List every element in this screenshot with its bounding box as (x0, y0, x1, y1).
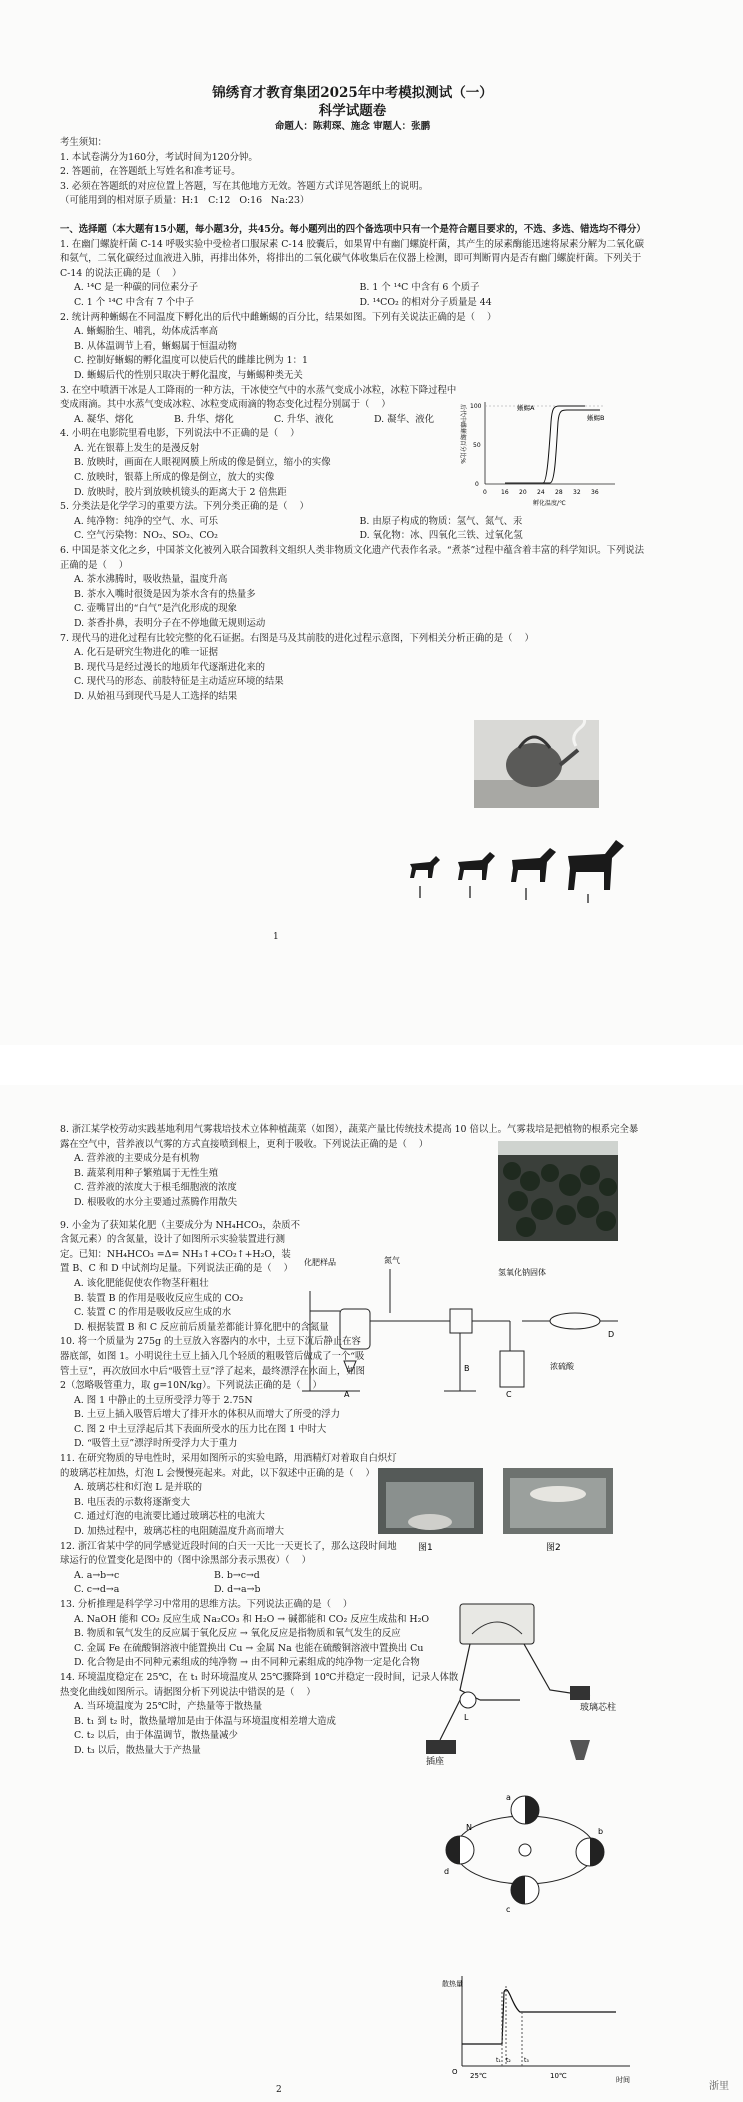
question-1-options (60, 281, 645, 296)
option-a: A. 茶水沸腾时，吸收热量，温度升高 (74, 574, 228, 586)
question-12-options-2 (60, 1583, 354, 1598)
question-7-options (60, 646, 390, 704)
position-b: b (598, 1827, 604, 1836)
option-c: C. 装置 C 的作用是吸收反应生成的水 (74, 1307, 232, 1319)
option-c: C. 营养液的浓度大于根毛细胞液的浓度 (74, 1182, 237, 1194)
label-fig1: 图1 (418, 1543, 433, 1553)
heat-dissipation-chart (440, 1972, 640, 2092)
option-b: B. 现代马是经过漫长的地质年代逐渐进化来的 (74, 661, 265, 673)
question-5-options-2 (60, 529, 645, 544)
question-14-options (60, 1700, 460, 1758)
question-12-options (60, 1569, 354, 1584)
series-lizard-b (505, 410, 600, 483)
question-3-stem: 3. 在空中喷洒干冰是人工降雨的一种方法，干冰使空气中的水蒸气变成小冰粒，冰粒下降过程中变成雨滴。其中水蒸气变成冰粒、冰粒变成雨滴的物态变化过程分别属于（ ） (60, 384, 457, 411)
option-b: B. 从体温调节上看，蜥蜴属于恒温动物 (74, 340, 237, 352)
option-b: B. 装置 B 的作用是吸收反应生成的 CO₂ (74, 1292, 244, 1304)
chart-ylabel: 后代中雌蜥蜴百分比% (459, 404, 466, 464)
question-6-options (60, 573, 470, 631)
option-a: A. 该化肥能促使农作物茎秆粗壮 (74, 1277, 209, 1289)
page-number: 2 (276, 2085, 282, 2095)
option-d: D. “吸管土豆”漂浮时所受浮力大于重力 (74, 1438, 238, 1450)
heat-curve (462, 1990, 616, 2044)
label-glass-core: 玻璃芯柱 (580, 1703, 617, 1713)
chart-xlabel: 时间 (616, 2076, 630, 2084)
page-number: 1 (273, 932, 279, 942)
section-heading: 一、选择题（本大题有15小题，每小题3分，共45分。每小题列出的四个备选项中只有一个是符合题目要求的，不选、多选、错选均不得分） (60, 223, 646, 235)
alcohol-lamp (570, 1740, 590, 1760)
question-10-options (60, 1394, 480, 1452)
option-c: C. 升华、液化 (274, 413, 334, 425)
notice-item: 3. 必须在答题纸的对应位置上答题，写在其他地方无效。答题方式详见答题纸上的说明。 (60, 180, 429, 192)
position-d: d (444, 1867, 450, 1876)
option-c: C. 图 2 中土豆浮起后其下表面所受水的压力比在图 1 中时大 (74, 1423, 327, 1435)
question-12-stem: 12. 浙江省某中学的同学感觉近段时间的白天一天比一天更长了，那么这段时间地球运行的位置变化是图中的（图中涂黑部分表示黑夜）（ ） (60, 1540, 397, 1567)
option-a: A. 当环境温度为 25℃时，产热量等于散热量 (74, 1701, 263, 1713)
question-6-stem: 6. 中国是茶文化之乡，中国茶文化被列入联合国教科文组织人类非物质文化遗产代表作名录。“煮茶”过程中蕴含着丰富的科学知识。下列说法正确的是（ ） (60, 545, 645, 571)
question-11-stem: 11. 在研究物质的导电性时，采用如图所示的实验电路，用酒精灯对着取自白炽灯的玻璃芯柱加热，灯泡 L 会慢慢亮起来。对此，以下叙述中正确的是（ ） (60, 1453, 397, 1479)
option-b: B. 茶水入嘴时很烫是因为茶水含有的热量多 (74, 588, 256, 600)
conductivity-circuit (420, 1600, 630, 1765)
option-b: B. 1 个 ¹⁴C 中含有 6 个质子 (359, 282, 480, 294)
option-a: A. 营养液的主要成分是有机物 (74, 1153, 200, 1165)
lizard-temperature-chart (455, 392, 625, 512)
notice-item: 2. 答题前，在答题纸上写姓名和准考证号。 (60, 166, 241, 178)
label-naoh: 氢氧化钠固体 (498, 1268, 546, 1277)
position-c: c (506, 1905, 511, 1914)
option-d: D. 加热过程中，玻璃芯柱的电阻随温度升高而增大 (74, 1526, 285, 1538)
option-c: C. 1 个 ¹⁴C 中含有 7 个中子 (74, 296, 194, 308)
label-sample: 化肥样品 (304, 1258, 336, 1267)
option-a: A. 蜥蜴胎生、哺乳，幼体成活率高 (74, 326, 218, 338)
label-lizard-a: 蜥蜴A (517, 404, 535, 412)
exam-page-1 (0, 0, 743, 1045)
horse-silhouettes (410, 840, 624, 890)
voltmeter (460, 1604, 534, 1644)
option-c: C. 壶嘴冒出的“白气”是汽化形成的现象 (74, 603, 238, 615)
option-b: B. 升华、熔化 (174, 413, 234, 425)
series-lizard-a (505, 406, 585, 483)
option-c: C. 通过灯泡的电流要比通过玻璃芯柱的电流大 (74, 1511, 265, 1523)
label-c: C (506, 1390, 512, 1399)
question-1-options-2 (60, 296, 645, 311)
beaker-fig2 (510, 1478, 606, 1528)
page-gap (0, 1045, 743, 1085)
option-a: A. ¹⁴C 是一种碳的同位素分子 (74, 282, 199, 294)
question-2-stem: 2. 统计两种蜥蜴在不同温度下孵化出的后代中雌蜥蜴的百分比，结果如图。下列有关说法正确的是（ ） (60, 311, 497, 323)
label-socket: 插座 (426, 1757, 445, 1765)
x-tick: 28 (555, 489, 563, 496)
label-t1: t₁ (496, 2057, 501, 2064)
option-b: B. 土豆上插入吸管后增大了排开水的体积从而增大了所受的浮力 (74, 1409, 340, 1421)
notice-heading: 考生须知： (60, 137, 107, 148)
option-a: A. 光在银幕上发生的是漫反射 (74, 442, 200, 454)
option-b: B. 由原子构成的物质：氢气、氮气、汞 (359, 515, 523, 527)
sun (519, 1844, 531, 1856)
exam-page-2 (0, 1085, 743, 2102)
y-tick: 100 (470, 403, 482, 410)
option-b: B. b→c→d (214, 1569, 260, 1581)
option-a: A. NaOH 能和 CO₂ 反应生成 Na₂CO₃ 和 H₂O → 碱都能和 CO₂ 反应生成盐和 H₂O (74, 1613, 430, 1625)
socket (426, 1740, 456, 1754)
greenhouse-roof (498, 1141, 618, 1155)
option-d: D. 根据装置 B 和 C 反应前后质量差都能计算化肥中的含氮量 (74, 1321, 329, 1333)
aeroponic-vegetables-photo (498, 1141, 618, 1241)
nitrogen-test-apparatus (300, 1251, 630, 1401)
option-c: C. 控制好蜥蜴的孵化温度可以使后代的雌雄比例为 1：1 (74, 355, 308, 367)
option-a: A. 凝华、熔化 (74, 413, 134, 425)
question-7-stem: 7. 现代马的进化过程有比较完整的化石证据。右图是马及其前肢的进化过程示意图，下列相关分析正确的是（ ） (60, 632, 534, 644)
option-d: D. t₃ 以后，散热量大于产热量 (74, 1744, 201, 1756)
question-5-stem: 5. 分类法是化学学习的重要方法。下列分类正确的是（ ） (60, 501, 309, 513)
glass-core (570, 1686, 590, 1700)
option-c: C. 金属 Fe 在硫酸铜溶液中能置换出 Cu → 金属 Na 也能在硫酸铜溶液中置换出 Cu (74, 1642, 424, 1654)
label-a: A (344, 1390, 350, 1399)
label-t2: t₂ (506, 2057, 511, 2064)
watermark-text: 浙里 (709, 2081, 729, 2092)
label-25c: 25℃ (470, 2072, 487, 2080)
exam-authors: 命题人：陈莉琛、施念 审题人：张鹏 (274, 121, 431, 132)
notice-item: （可能用到的相对原子质量：H:1 C:12 O:16 Na:23） (60, 195, 310, 207)
label-t3: t₃ (524, 2057, 529, 2064)
x-tick: 32 (573, 489, 581, 496)
option-c: C. 空气污染物：NO₂、SO₂、CO₂ (74, 530, 218, 542)
option-b: B. 放映时，画面在人眼视网膜上所成的像是倒立，缩小的实像 (74, 457, 331, 469)
option-d: D. 从始祖马到现代马是人工选择的结果 (74, 690, 238, 702)
option-d: D. 氧化物：冰、四氧化三铁、过氧化氢 (359, 530, 523, 542)
question-1-stem: 1. 在幽门螺旋杆菌 C-14 呼吸实验中受检者口服尿素 C-14 胶囊后，如果胃中有幽门螺旋杆菌，其产生的尿素酶能迅速将尿素分解为二氧化碳和氨气，二氧化碳经过血液进入肺，再排出体外，将排出的二氧化碳气体收集后在仪器上检测，即可判断胃内是否有幽门螺旋杆菌。下列关于 C-14 的说法正确的是（ ） (60, 238, 645, 279)
question-5-options (60, 515, 645, 530)
option-d: D. 根吸收的水分主要通过蒸腾作用散失 (74, 1196, 238, 1208)
question-8-stem: 8. 浙江某学校劳动实践基地利用气雾栽培技术立体种植蔬菜（如图），蔬菜产量比传统技术提高 10 倍以上。气雾栽培是把植物的根系完全暴露在空气中，营养液以气雾的方式直接喷到根上，更利于吸收。下列说法正确的是（ ） (60, 1124, 639, 1150)
option-d: D. 凝华、液化 (374, 413, 435, 425)
option-b: B. 电压表的示数将逐渐变大 (74, 1496, 190, 1508)
option-d: D. 蜥蜴后代的性别只取决于孵化温度，与蜥蜴种类无关 (74, 369, 303, 381)
label-n: N (466, 1823, 472, 1832)
circuit-wires (440, 1644, 590, 1740)
lamp (460, 1692, 476, 1708)
option-b: B. 蔬菜利用种子繁殖属于无性生殖 (74, 1167, 219, 1179)
x-tick: 24 (537, 489, 545, 496)
horse-evolution-diagram (400, 834, 630, 904)
option-d: D. 放映时，胶片到放映机镜头的距离大于 2 倍焦距 (74, 486, 287, 498)
x-tick: 16 (501, 489, 509, 496)
question-10-stem: 10. 将一个质量为 275g 的土豆放入容器内的水中，土豆下沉后静止在容器底部，如图 1。小明说往土豆上插入几个轻质的粗吸管后做成了一个“吸管土豆”，再次放回水中后“吸管土豆”浮了起来，最终漂浮在水面上，如图 2（忽略吸管重力，取 g=10N/kg）。下列说法正确的是（ ） (60, 1336, 368, 1392)
chart-origin: O (452, 2068, 458, 2076)
label-fig2: 图2 (546, 1543, 561, 1553)
option-a: A. 玻璃芯柱和灯泡 L 是并联的 (74, 1482, 203, 1494)
question-8-options (60, 1152, 390, 1210)
question-9-stem: 9. 小金为了获知某化肥（主要成分为 NH₄HCO₃，杂质不含氮元素）的含氮量，设计了如图所示实验装置进行测定。已知：NH₄HCO₃ =Δ= NH₃↑+CO₂↑+H₂O，装置 B、C 和 D 中试剂均足量。下列说法正确的是（ ） (60, 1219, 300, 1275)
potato-photos (378, 1468, 624, 1556)
option-a: A. 图 1 中静止的土豆所受浮力等于 2.75N (74, 1394, 253, 1406)
potato-sunk (408, 1514, 452, 1530)
kettle-body (506, 743, 562, 787)
forelimb-bones (420, 886, 588, 903)
label-b: B (464, 1364, 470, 1373)
option-d: D. 茶香扑鼻，表明分子在不停地做无规则运动 (74, 618, 266, 629)
x-tick: 0 (483, 489, 487, 496)
label-nitrogen-gas: 氮气 (384, 1256, 400, 1265)
label-lizard-b: 蜥蜴B (587, 414, 605, 422)
option-b: B. 物质和氧气发生的反应属于氧化反应 → 氧化反应是指物质和氧气发生的反应 (74, 1628, 401, 1640)
option-a: A. 纯净物：纯净的空气、水、可乐 (74, 515, 218, 527)
option-c: C. t₂ 以后，由于体温调节，散热量减少 (74, 1730, 238, 1742)
option-a: A. a→b→c (74, 1569, 120, 1581)
question-11-options (60, 1481, 405, 1539)
question-4-stem: 4. 小明在电影院里看电影，下列说法中不正确的是（ ） (60, 428, 300, 440)
option-a: A. 化石是研究生物进化的唯一证据 (74, 647, 218, 659)
option-d: D. 化合物是由不同种元素组成的纯净物 → 由不同种元素组成的纯净物一定是化合物 (74, 1657, 420, 1669)
question-13-stem: 13. 分析推理是科学学习中常用的思维方法。下列说法正确的是（ ） (60, 1599, 353, 1610)
option-c: C. c→d→a (74, 1584, 120, 1596)
label-d: D (608, 1330, 615, 1339)
earth-orbit-diagram (440, 1780, 610, 1920)
label-10c: 10℃ (550, 2072, 567, 2080)
y-tick: 50 (473, 442, 481, 449)
label-lamp: L (464, 1713, 469, 1722)
y-tick: 0 (475, 481, 479, 488)
chart-ylabel: 散热量 (442, 1980, 463, 1988)
question-3-options (60, 413, 474, 428)
tea-kettle-photo (474, 720, 599, 808)
label-sulfuric-acid: 浓硫酸 (550, 1362, 574, 1371)
option-d: D. ¹⁴CO₂ 的相对分子质量是 44 (359, 296, 492, 308)
question-14-stem: 14. 环境温度稳定在 25℃，在 t₁ 时环境温度从 25℃骤降到 10℃并稳定一段时间，记录人体散热变化曲线如图所示。请据图分析下列说法中错误的是（ ） (60, 1671, 459, 1698)
x-tick: 36 (591, 489, 599, 496)
position-a: a (506, 1793, 511, 1802)
option-b: B. t₁ 到 t₂ 时，散热量增加是由于体温与环境温度相差增大造成 (74, 1715, 336, 1727)
exam-subtitle: 科学试题卷 (318, 103, 387, 119)
x-tick: 20 (519, 489, 527, 496)
option-c: C. 现代马的形态、前肢特征是主动适应环境的结果 (74, 676, 284, 688)
notice-item: 1. 本试卷满分为160分，考试时间为120分钟。 (60, 151, 258, 163)
chart-xlabel: 孵化温度/℃ (533, 500, 566, 507)
option-c: C. 放映时，银幕上所成的像是倒立，放大的实像 (74, 472, 275, 484)
potato-floating (530, 1486, 586, 1502)
apparatus-lines (302, 1269, 618, 1391)
exam-title: 锦绣育才教育集团2025年中考模拟测试（一） (212, 85, 493, 101)
question-2-options (60, 325, 440, 383)
option-d: D. d→a→b (214, 1584, 261, 1596)
